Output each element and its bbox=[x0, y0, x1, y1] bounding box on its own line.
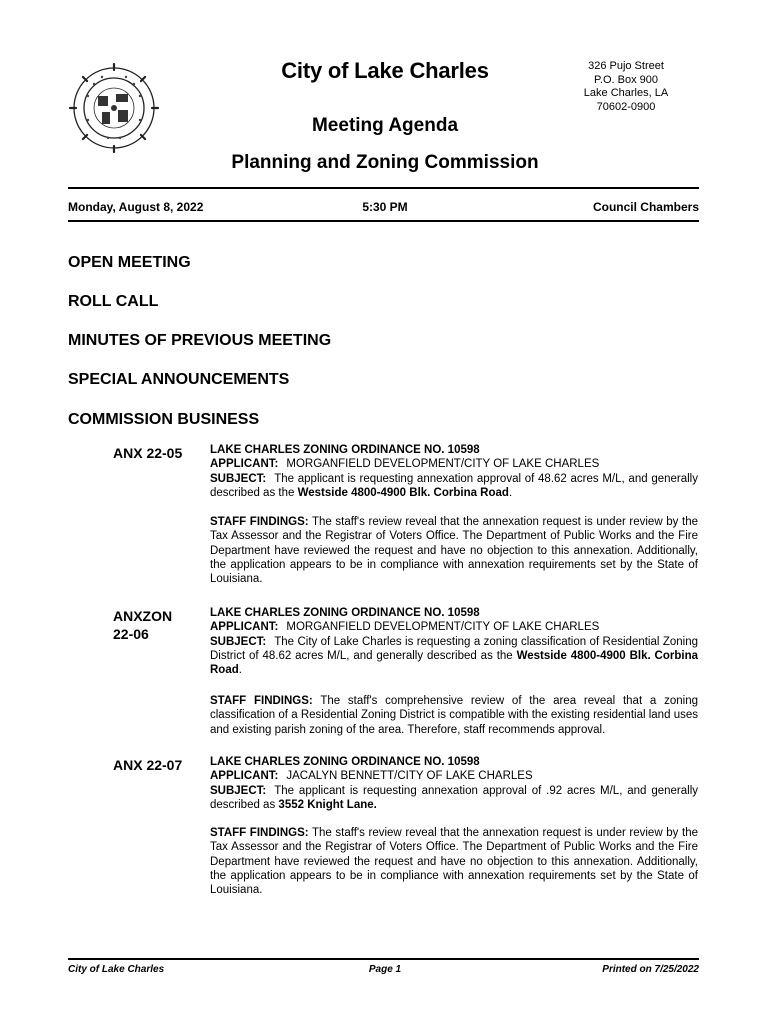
address-line: Lake Charles, LA bbox=[583, 87, 669, 99]
findings-label: STAFF FINDINGS: bbox=[210, 516, 309, 528]
section-open-meeting: OPEN MEETING bbox=[68, 254, 191, 271]
staff-findings bbox=[210, 515, 698, 586]
ordinance-title: LAKE CHARLES ZONING ORDINANCE NO. 10598 bbox=[210, 607, 480, 619]
subject-text: The applicant is requesting annexation approval of .92 acres M/L, and generally described as bbox=[210, 784, 698, 811]
ordinance-title: LAKE CHARLES ZONING ORDINANCE NO. 10598 bbox=[210, 756, 480, 768]
city-address bbox=[556, 60, 696, 114]
findings-label: STAFF FINDINGS: bbox=[210, 827, 309, 839]
applicant-line bbox=[210, 457, 698, 471]
agenda-title: Meeting Agenda bbox=[311, 115, 459, 136]
applicant-label: APPLICANT: bbox=[210, 770, 279, 783]
findings-text: The staff's comprehensive review of the area reveal that a zoning classification of a Residential Zoning District is compatible with the existing residential land uses and existing parish zoning of the area. Therefore, staff recommends approval. bbox=[210, 695, 698, 736]
section-commission-business: COMMISSION BUSINESS bbox=[68, 411, 260, 428]
city-seal-icon bbox=[68, 62, 160, 154]
applicant-line bbox=[210, 769, 698, 783]
subject-label: SUBJECT: bbox=[210, 784, 267, 797]
footer-rule bbox=[68, 958, 699, 960]
item-code-line: 22-06 bbox=[113, 626, 149, 642]
item-code: ANX 22-05 bbox=[113, 445, 183, 461]
commission-title: Planning and Zoning Commission bbox=[231, 152, 539, 173]
header-rule-top bbox=[68, 187, 699, 189]
meeting-date: Monday, August 8, 2022 bbox=[68, 200, 204, 214]
item-code-line: ANXZON bbox=[113, 608, 173, 624]
address-line: P.O. Box 900 bbox=[593, 73, 658, 86]
agenda-item-details bbox=[210, 443, 698, 500]
subject-text: The City of Lake Charles is requesting a zoning classification of Residential Zoning District of 48.62 acres M/L, and generally described as the bbox=[210, 635, 698, 662]
ordinance-title: LAKE CHARLES ZONING ORDINANCE NO. 10598 bbox=[210, 444, 480, 456]
footer-city: City of Lake Charles bbox=[68, 964, 165, 975]
address-line: 326 Pujo Street bbox=[588, 60, 664, 72]
applicant-label: APPLICANT: bbox=[210, 458, 279, 471]
subject-line bbox=[210, 635, 698, 678]
subject-end: . bbox=[508, 486, 513, 499]
subject-text: The applicant is requesting annexation approval of 48.62 acres M/L, and generally described as the bbox=[210, 472, 698, 499]
findings-label: STAFF FINDINGS: bbox=[210, 695, 313, 707]
findings-text: The staff's review reveal that the annexation request is under review by the Tax Assessor and the Registrar of Voters Office. The Department of Public Works and the Fire Department have reviewed the request and have no objection to this annexation. Additionally, the application appears to be in compliance with annexation requirements set by the State of Louisiana. bbox=[210, 516, 698, 586]
agenda-item-details bbox=[210, 606, 698, 677]
meeting-time: 5:30 PM bbox=[362, 200, 408, 214]
address-line: 70602-0900 bbox=[596, 100, 656, 113]
subject-location: 3552 Knight Lane. bbox=[278, 798, 377, 811]
page-number: Page 1 bbox=[368, 964, 402, 975]
section-minutes: MINUTES OF PREVIOUS MEETING bbox=[68, 332, 332, 349]
subject-line bbox=[210, 784, 698, 813]
subject-end: . bbox=[238, 664, 242, 677]
meeting-location: Council Chambers bbox=[592, 200, 699, 214]
applicant-value: MORGANFIELD DEVELOPMENT/CITY OF LAKE CHARLES bbox=[286, 458, 600, 471]
city-title: City of Lake Charles bbox=[281, 58, 489, 83]
subject-location: Westside 4800-4900 Blk. Corbina Road bbox=[210, 649, 698, 677]
header-rule-bottom bbox=[68, 220, 699, 222]
print-date: Printed on 7/25/2022 bbox=[602, 964, 699, 975]
section-announcements: SPECIAL ANNOUNCEMENTS bbox=[68, 371, 290, 388]
applicant-line bbox=[210, 620, 698, 634]
applicant-value: JACALYN BENNETT/CITY OF LAKE CHARLES bbox=[286, 770, 533, 783]
subject-label: SUBJECT: bbox=[210, 472, 267, 485]
item-code bbox=[113, 607, 203, 643]
item-code: ANX 22-07 bbox=[113, 757, 183, 773]
applicant-label: APPLICANT: bbox=[210, 621, 279, 634]
agenda-item-details bbox=[210, 755, 698, 812]
subject-location: Westside 4800-4900 Blk. Corbina Road bbox=[297, 486, 509, 499]
subject-line bbox=[210, 472, 698, 501]
findings-text: The staff's review reveal that the annexation request is under review by the Tax Assessor and the Registrar of Voters Office. The Department of Public Works and the Fire Department have reviewed the request and have no objection to this annexation. Additionally, the application appears to be in compliance with annexation requirements set by the State of Louisiana. bbox=[210, 827, 698, 897]
applicant-value: MORGANFIELD DEVELOPMENT/CITY OF LAKE CHARLES bbox=[286, 621, 600, 634]
staff-findings bbox=[210, 694, 698, 737]
staff-findings bbox=[210, 826, 698, 897]
subject-label: SUBJECT: bbox=[210, 635, 267, 648]
section-roll-call: ROLL CALL bbox=[68, 293, 159, 310]
